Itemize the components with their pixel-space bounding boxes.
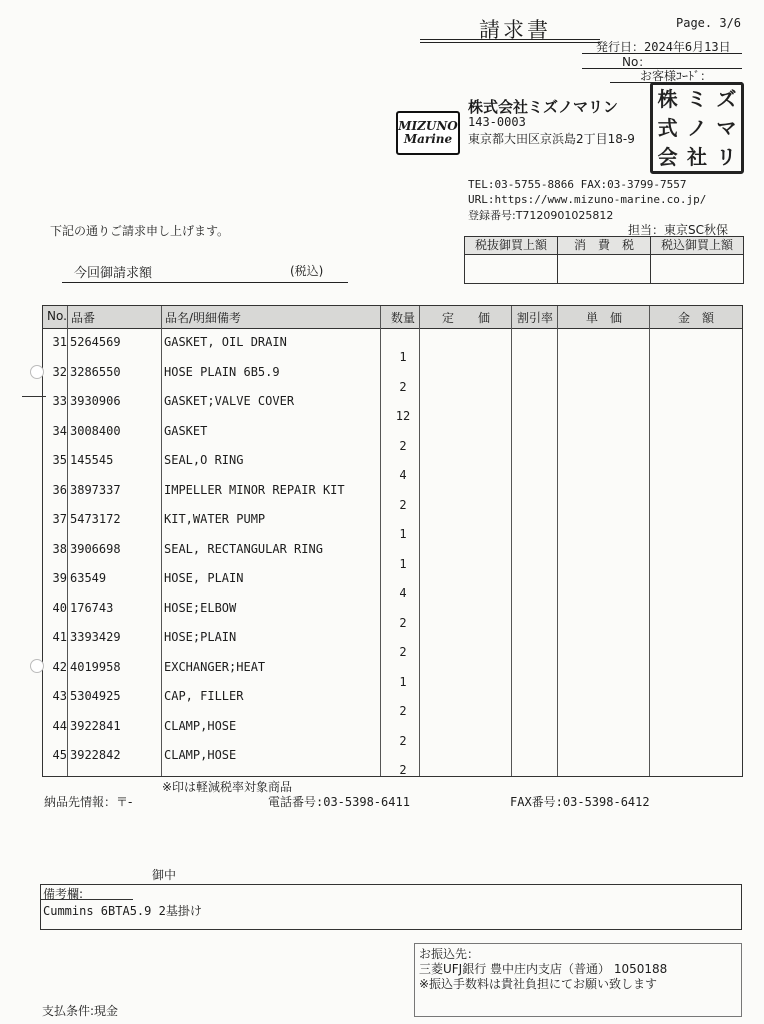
row-quantity: 2	[399, 704, 407, 718]
bank-info-box	[414, 943, 742, 1017]
payment-terms: 支払条件:現金	[42, 1004, 119, 1018]
row-no: 36	[52, 482, 67, 497]
row-part-number: 5304925	[70, 689, 121, 703]
bank-fee-note: ※振込手数料は貴社負担にてお願い致します	[419, 977, 658, 991]
col-header-amount: 金 額	[677, 311, 714, 325]
issue-date-row	[582, 38, 742, 54]
row-quantity: 1	[399, 674, 407, 689]
totals-divider	[557, 237, 558, 283]
intro-text: 下記の通りご請求申し上げます。	[50, 224, 230, 238]
row-part-number: 3906698	[70, 541, 121, 556]
remarks-text: Cummins 6BTA5.9 2基掛け	[43, 904, 202, 918]
row-description: HOSE;ELBOW	[164, 600, 237, 615]
customer-code-row	[610, 67, 742, 83]
invoice-amount-row	[62, 260, 348, 283]
row-no: 31	[52, 335, 67, 349]
row-quantity: 1	[399, 527, 407, 541]
row-description: HOSE;PLAIN	[164, 630, 237, 644]
row-part-number: 3922842	[70, 748, 121, 762]
fold-mark	[22, 396, 46, 397]
row-no: 38	[52, 541, 67, 556]
seal-character: 会	[657, 144, 678, 169]
table-header	[43, 306, 742, 329]
row-no: 39	[52, 571, 67, 585]
row-quantity: 1	[399, 556, 407, 571]
header-tax: 消 費 税	[558, 237, 650, 255]
bank-account: 三菱UFJ銀行 豊中庄内支店（普通） 1050188	[419, 962, 668, 976]
col-header-no: No.	[47, 309, 67, 323]
row-no: 32	[52, 364, 67, 379]
invoice-amount-label: 今回御請求額	[74, 266, 153, 281]
totals-box	[464, 236, 744, 284]
seal-character: ミ	[686, 87, 707, 112]
row-no: 34	[52, 423, 67, 438]
seal-character: ズ	[716, 87, 737, 112]
row-quantity: 2	[399, 438, 407, 453]
company-seal	[650, 82, 744, 174]
row-part-number: 3393429	[70, 630, 121, 644]
punch-hole	[30, 365, 44, 379]
row-no: 43	[52, 689, 67, 703]
row-description: GASKET;VALVE COVER	[164, 394, 295, 408]
row-quantity: 12	[395, 409, 411, 423]
delivery-tel: 電話番号:03-5398-6411	[268, 795, 410, 809]
row-part-number: 3897337	[70, 482, 121, 497]
seal-character: リ	[716, 144, 737, 169]
row-description: SEAL,O RING	[164, 453, 244, 467]
onchu-label: 御中	[152, 868, 177, 882]
row-part-number: 3008400	[70, 423, 121, 438]
row-no: 33	[52, 394, 67, 408]
row-no: 42	[52, 659, 67, 674]
row-description: IMPELLER MINOR REPAIR KIT	[164, 482, 345, 497]
row-description: GASKET, OIL DRAIN	[164, 335, 287, 349]
col-header-discount: 割引率	[516, 311, 553, 325]
col-header-qty: 数量	[390, 311, 415, 325]
row-part-number: 5264569	[70, 335, 121, 349]
logo-text-bottom: Marine	[403, 132, 453, 146]
staff-in-charge: 担当：東京SC秋保	[628, 223, 728, 237]
row-description: CAP, FILLER	[164, 689, 244, 703]
title-underline	[420, 39, 600, 40]
row-quantity: 2	[399, 763, 407, 777]
col-header-part: 品番	[71, 311, 96, 325]
company-name: 株式会社ミズノマリン	[468, 98, 619, 116]
remarks-box	[40, 884, 742, 930]
row-part-number: 63549	[70, 571, 107, 585]
seal-character: 式	[657, 115, 678, 140]
row-description: SEAL, RECTANGULAR RING	[164, 541, 323, 556]
row-description: GASKET	[164, 423, 208, 438]
company-tel-fax: TEL:03-5755-8866 FAX:03-3799-7557	[468, 178, 687, 191]
row-no: 40	[52, 600, 67, 615]
seal-character: 株	[657, 87, 678, 112]
document-title: 請求書	[479, 18, 551, 42]
row-quantity: 2	[399, 733, 407, 748]
header-subtotal: 税抜御買上額	[465, 237, 557, 255]
seal-character: ノ	[686, 115, 707, 140]
bank-label: お振込先：	[419, 947, 480, 961]
row-no: 37	[52, 512, 67, 526]
col-header-list-price: 定 価	[441, 311, 490, 325]
row-quantity: 4	[399, 468, 407, 482]
page-number: Page. 3/6	[676, 16, 742, 30]
row-part-number: 3922841	[70, 718, 121, 733]
row-quantity: 2	[399, 615, 407, 630]
row-part-number: 145545	[70, 453, 114, 467]
punch-hole	[30, 659, 44, 673]
issue-date: 2024年6月13日	[644, 40, 731, 54]
row-description: EXCHANGER;HEAT	[164, 659, 266, 674]
company-logo	[396, 111, 460, 155]
row-no: 41	[52, 630, 67, 644]
row-quantity: 1	[399, 350, 407, 364]
remarks-label-underline	[41, 899, 133, 900]
delivery-fax: FAX番号:03-5398-6412	[510, 795, 650, 809]
company-url: URL:https://www.mizuno-marine.co.jp/	[468, 193, 707, 206]
company-postal: 143-0003	[468, 115, 526, 129]
row-no: 45	[52, 748, 67, 762]
row-part-number: 5473172	[70, 512, 121, 526]
title-underline-double	[420, 42, 600, 43]
totals-divider	[650, 237, 651, 283]
header-total: 税込御買上額	[651, 237, 743, 255]
reduced-tax-footnote: ※印は軽減税率対象商品	[162, 780, 293, 794]
row-description: KIT,WATER PUMP	[164, 512, 266, 526]
company-address: 東京都大田区京浜島2丁目18-9	[468, 132, 635, 146]
row-no: 44	[52, 718, 67, 733]
col-header-desc: 品名/明細備考	[165, 311, 242, 325]
row-description: HOSE PLAIN 6B5.9	[164, 364, 280, 379]
row-quantity: 4	[399, 586, 407, 600]
customer-code-label: お客様ｺｰﾄﾞ：	[640, 69, 713, 83]
row-description: CLAMP,HOSE	[164, 748, 237, 762]
invoice-amount-tax-note: (税込)	[290, 264, 324, 278]
row-part-number: 176743	[70, 600, 114, 615]
seal-character: 社	[686, 144, 707, 169]
row-quantity: 2	[399, 645, 407, 659]
invoice-no-label: No：	[622, 55, 651, 69]
row-quantity: 2	[399, 379, 407, 394]
row-part-number: 3930906	[70, 394, 121, 408]
row-part-number: 3286550	[70, 364, 121, 379]
row-no: 35	[52, 453, 67, 467]
row-description: CLAMP,HOSE	[164, 718, 237, 733]
row-part-number: 4019958	[70, 659, 121, 674]
issue-date-label: 発行日：	[596, 40, 645, 54]
delivery-label: 納品先情報：〒-	[44, 795, 133, 809]
logo-text-top: MIZUNO	[398, 119, 458, 133]
seal-character: マ	[716, 115, 737, 140]
row-description: HOSE, PLAIN	[164, 571, 244, 585]
company-registration: 登録番号:T7120901025812	[468, 209, 614, 222]
col-header-unit-price: 単 価	[585, 311, 622, 325]
items-table	[42, 305, 743, 777]
remarks-label: 備考欄:	[43, 887, 84, 901]
row-quantity: 2	[399, 497, 407, 512]
